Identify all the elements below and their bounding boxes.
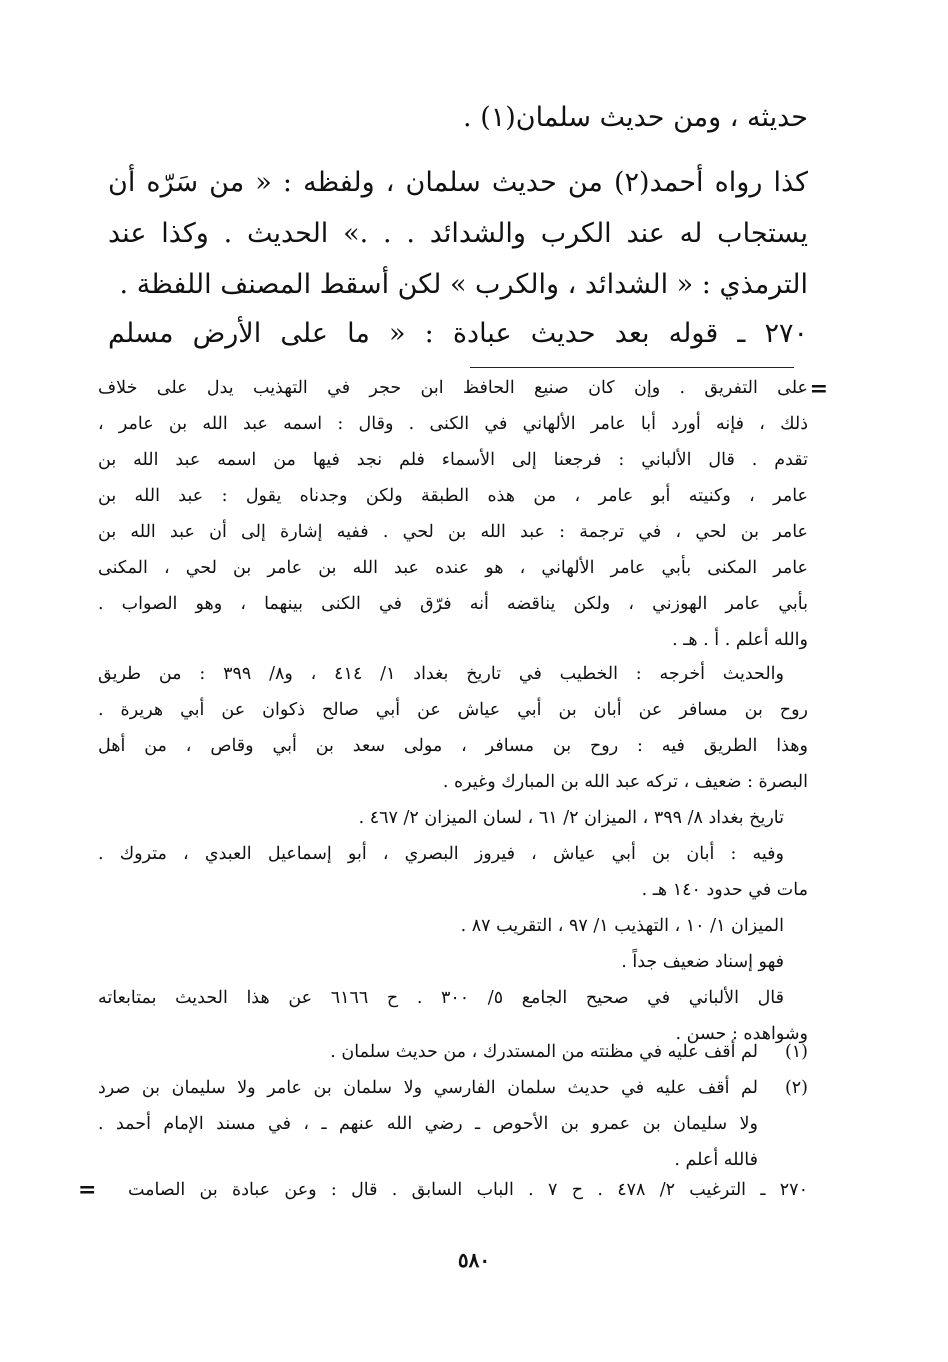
footnote-line: ذلك ، فإنه أورد أبا عامر الألهاني في الكنى . وقال : اسمه عبد الله بن عامر ، [98,414,808,434]
footnote-continued [98,370,808,658]
main-line-5: ٢٧٠ ـ قوله بعد حديث عبادة : « ما على الأرض مسلم [108,318,808,349]
footnote-block [98,872,808,908]
footnote-line: والحديث أخرجه : الخطيب في تاريخ بغداد ١/ ٤١٤ ، و٨/ ٣٩٩ : من طريق [98,664,784,684]
footnote-line: فهو إسناد ضعيف جداً . [621,952,784,972]
footnote-line: عامر ، وكنيته أبو عامر ، من هذه الطبقة ولكن وجدناه يقول : عبد الله بن [98,486,808,506]
page-number: ٥٨٠ [457,1248,491,1272]
footnote-line: وفيه : أبان بن أبي عياش ، فيروز البصري ، أبو إسماعيل العبدي ، متروك . [98,844,784,864]
footnote-line: تقدم . قال الألباني : فرجعنا إلى الأسماء فلم نجد فيها من اسمه عبد الله بن [98,450,808,470]
continuation-mark-end: = [78,1177,97,1203]
footnote-line: لم أقف عليه في حديث سلمان الفارسي ولا سلمان بن عامر ولا سليمان بن صرد [98,1078,758,1098]
footnote-line: عامر المكنى بأبي عامر الألهاني ، هو عنده عبد الله بن عامر بن لحي ، المكنى [98,558,808,578]
footnote-line: مات في حدود ١٤٠ هـ . [641,880,808,900]
footnote-refs [98,800,784,872]
main-line-4: الترمذي : « الشدائد ، والكرب » لكن أسقط المصنف اللفظة . [119,269,808,300]
footnote-line: عامر بن لحي ، في ترجمة : عبد الله بن لحي . ففيه إشارة إلى أن عبد الله بن [98,522,808,542]
footnote-line: فالله أعلم . [674,1150,758,1170]
footnote-separator [470,367,794,368]
footnote-line: ولا سليمان بن عمرو بن الأحوص ـ رضي الله عنهم ـ ، في مسند الإمام أحمد . [98,1114,758,1134]
footnote-number-2: (٢) [784,1078,808,1098]
footnote-line: تاريخ بغداد ٨/ ٣٩٩ ، الميزان ٢/ ٦١ ، لسان الميزان ٢/ ٤٦٧ . [358,808,784,828]
footnote-line: وشواهده : حسن . [675,1024,808,1044]
footnote-line: قال الألباني في صحيح الجامع ٥/ ٣٠٠ . ح ٦١٦٦ عن هذا الحديث بمتابعاته [98,988,784,1008]
footnote-line: والله أعلم . أ . هـ . [672,630,808,650]
footnote-line: روح بن مسافر عن أبان بن أبي عياش عن أبي صالح ذكوان عن أبي هريرة . [98,700,808,720]
footnote-line: على التفريق . وإن كان صنيع الحافظ ابن حجر في التهذيب يدل على خلاف [98,378,808,398]
main-paragraph [108,157,808,310]
footnote-line: ٢٧٠ ـ الترغيب ٢/ ٤٧٨ . ح ٧ . الباب السابق . قال : وعن عبادة بن الصامت [128,1180,808,1200]
main-text [108,92,808,143]
main-line-1: حديثه ، ومن حديث سلمان(١) . [463,102,808,133]
footnote-block [98,908,784,1016]
footnote-line: البصرة : ضعيف ، تركه عبد الله بن المبارك وغيره . [442,772,808,792]
footnote-line: وهذا الطريق فيه : روح بن مسافر ، مولى سعد بن أبي وقاص ، من أهل [98,736,808,756]
continuation-mark: = [809,376,828,402]
footnote-line: الميزان ١/ ١٠ ، التهذيب ١/ ٩٧ ، التقريب ٨٧ . [460,916,784,936]
footnote-hadith-source [98,656,808,800]
footnote-line: لم أقف عليه في مظنته من المستدرك ، من حديث سلمان . [330,1042,758,1062]
footnote-2 [98,1070,758,1178]
footnote-line: بأبي عامر الهوزني ، ولكن يناقضه أنه فرّق في الكنى بينهما ، وهو الصواب . [98,594,808,614]
footnote-270 [128,1172,808,1208]
main-line-3: يستجاب له عند الكرب والشدائد . . .» الحديث . وكذا عند [108,218,808,249]
footnote-1 [98,1034,758,1070]
main-item-270 [108,308,808,359]
footnote-number-1: (١) [784,1042,808,1062]
main-line-2: كذا رواه أحمد(٢) من حديث سلمان ، ولفظه : « من سَرّه أن [108,167,808,198]
